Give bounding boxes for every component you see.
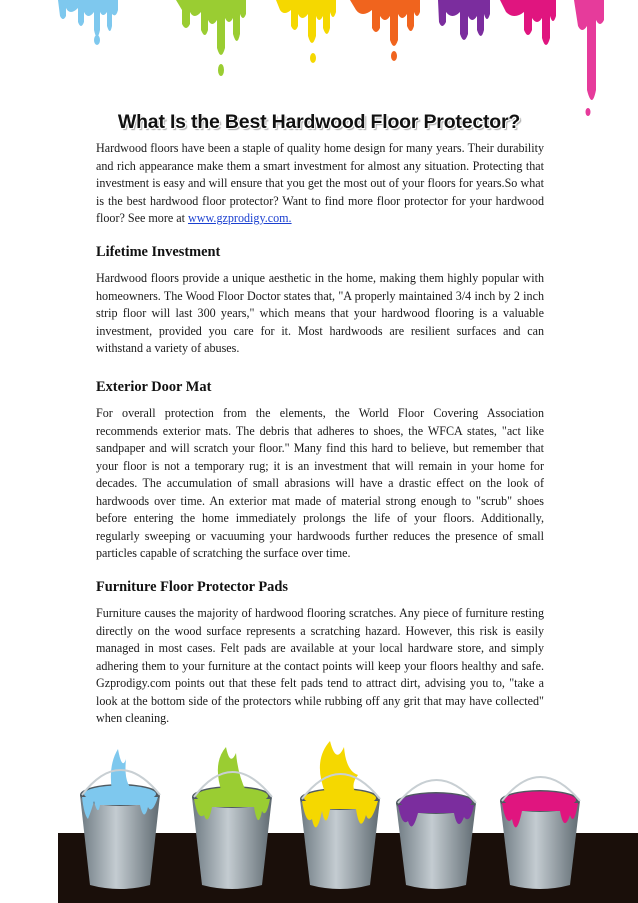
yellow-paint-drip bbox=[276, 0, 336, 43]
paint-drips-top bbox=[0, 0, 638, 120]
gzprodigy-link[interactable]: www.gzprodigy.com. bbox=[188, 211, 292, 225]
section-heading-lifetime-investment: Lifetime Investment bbox=[96, 244, 221, 260]
blue-paint-drip bbox=[58, 0, 118, 37]
intro-paragraph bbox=[96, 140, 544, 228]
bucket-magenta bbox=[500, 777, 580, 889]
section-body-exterior-door-mat: For overall protection from the elements, the World Floor Covering Association recommends exterior mats. The debris that adheres to shoes, the WFCA states, "act like sandpaper and will scratch your floor." Many find this hard to believe, but remember that your floor is not a temporary rug; it is an investment that will remain in your home for decades. The accumulation of small abrasions will have a drastic effect on the look of hardwoods over time. An exterior mat made of material strong enough to "scrub" shoes before entering the home immediately prolongs the life of your floors. Additionally, regularly sweeping or vacuuming your hardwoods further reduces the presence of small particles capable of scratching the surface over time. bbox=[96, 406, 544, 560]
section-heading-exterior-door-mat: Exterior Door Mat bbox=[96, 379, 212, 395]
section-body-furniture-pads: Furniture causes the majority of hardwood flooring scratches. Any piece of furniture resting directly on the wood surface represents a scratching hazard. However, this risk is easily managed in most cases. Felt pads are available at your local hardware store, and simply adhering them to your furniture at the contact points will keep your floors healthy and safe. Gzprodigy.com points out that these felt pads tend to attract dirt, advising you to, "take a look at the bottom side of the protectors while rubbing off any grit that may have collected" when cleaning. bbox=[96, 606, 544, 725]
magenta-paint-drip bbox=[500, 0, 556, 45]
intro-text: Hardwood floors have been a staple of quality home design for many years. Their durability and rich appearance make them a smart investment for almost any situation. Protecting that investment is easy and will ensure that you get the most out of your floors for years.So what is the best hardwood floor protector? Want to find more floor protector for your hardwood floor? See more at bbox=[96, 141, 544, 225]
section-body-lifetime-investment: Hardwood floors provide a unique aesthetic in the home, making them highly popular with homeowners. The Wood Floor Doctor states that, "A properly maintained 3/4 inch by 2 inch strip floor will last 300 years," which means that your hardwood flooring is a valuable investment, provided you care for it. Most hardwoods are resilient surfaces and can withstand a variety of abuses. bbox=[96, 271, 544, 355]
purple-paint-drip bbox=[438, 0, 490, 40]
bucket-blue bbox=[80, 749, 160, 889]
pink-paint-drip bbox=[574, 0, 604, 100]
dark-floor bbox=[58, 833, 638, 903]
section-heading-furniture-pads: Furniture Floor Protector Pads bbox=[96, 579, 288, 595]
bucket-purple bbox=[396, 780, 476, 889]
orange-paint-drip bbox=[350, 0, 420, 46]
paint-buckets-illustration bbox=[0, 735, 638, 903]
document-title: What Is the Best Hardwood Floor Protector? bbox=[117, 111, 521, 133]
bucket-yellow bbox=[300, 741, 380, 889]
green-paint-drip bbox=[176, 0, 246, 55]
bucket-green bbox=[192, 747, 272, 889]
